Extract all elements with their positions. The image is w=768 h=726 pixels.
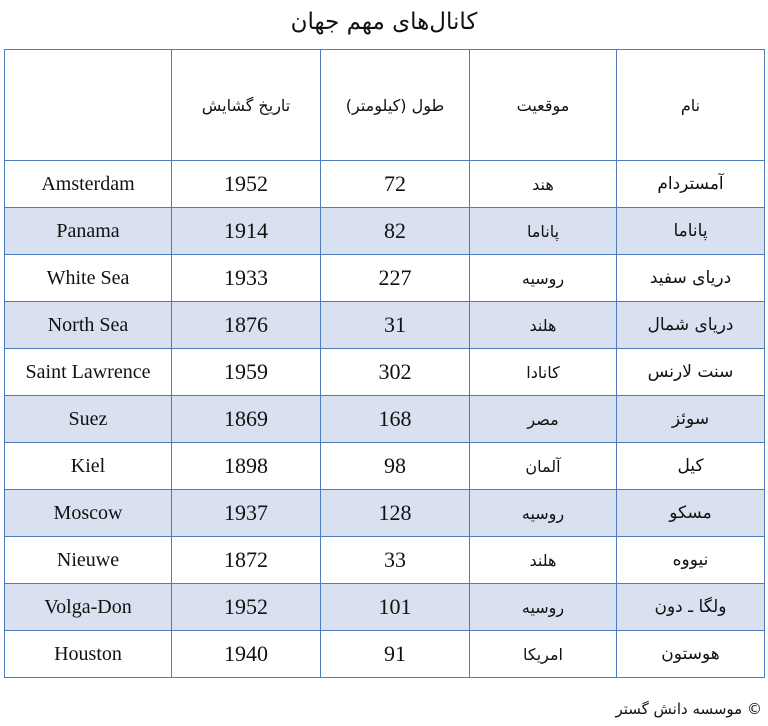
table-row: [5, 396, 765, 443]
cell-length: 168: [321, 396, 470, 443]
header-length: طول (کیلومتر): [321, 50, 470, 161]
cell-length: 98: [321, 443, 470, 490]
cell-name: ولگا ـ دون: [617, 584, 765, 631]
cell-year: 1952: [172, 584, 321, 631]
header-english: [5, 50, 172, 161]
cell-name: هوستون: [617, 631, 765, 678]
table-row: [5, 490, 765, 537]
cell-length: 31: [321, 302, 470, 349]
cell-location: کانادا: [470, 349, 617, 396]
cell-length: 33: [321, 537, 470, 584]
cell-english: Suez: [5, 396, 172, 443]
cell-english: Kiel: [5, 443, 172, 490]
cell-length: 91: [321, 631, 470, 678]
table-row: [5, 537, 765, 584]
table-row: [5, 349, 765, 396]
page-title: کانال‌های مهم جهان: [290, 9, 478, 35]
cell-year: 1914: [172, 208, 321, 255]
cell-length: 227: [321, 255, 470, 302]
header-opening-date: تاریخ گشایش: [172, 50, 321, 161]
header-location: موقعیت: [470, 50, 617, 161]
cell-name: کیل: [617, 443, 765, 490]
cell-year: 1872: [172, 537, 321, 584]
canals-table: [4, 49, 765, 678]
cell-year: 1869: [172, 396, 321, 443]
cell-location: پاناما: [470, 208, 617, 255]
cell-length: 101: [321, 584, 470, 631]
copyright-footer: © موسسه دانش گستر: [615, 700, 762, 718]
cell-english: White Sea: [5, 255, 172, 302]
cell-location: روسیه: [470, 584, 617, 631]
cell-year: 1959: [172, 349, 321, 396]
cell-english: Volga-Don: [5, 584, 172, 631]
cell-location: هند: [470, 161, 617, 208]
cell-year: 1876: [172, 302, 321, 349]
cell-english: Amsterdam: [5, 161, 172, 208]
cell-location: هلند: [470, 537, 617, 584]
table-row: [5, 161, 765, 208]
cell-location: آلمان: [470, 443, 617, 490]
cell-name: نیووه: [617, 537, 765, 584]
table-row: [5, 255, 765, 302]
cell-name: پاناما: [617, 208, 765, 255]
cell-english: Panama: [5, 208, 172, 255]
cell-english: Houston: [5, 631, 172, 678]
cell-length: 82: [321, 208, 470, 255]
cell-name: سنت لارنس: [617, 349, 765, 396]
cell-name: آمستردام: [617, 161, 765, 208]
table-row: [5, 302, 765, 349]
header-row: [5, 50, 765, 161]
table-row: [5, 443, 765, 490]
cell-location: مصر: [470, 396, 617, 443]
cell-length: 72: [321, 161, 470, 208]
cell-length: 302: [321, 349, 470, 396]
cell-year: 1937: [172, 490, 321, 537]
cell-location: روسیه: [470, 255, 617, 302]
cell-year: 1898: [172, 443, 321, 490]
cell-location: امریکا: [470, 631, 617, 678]
cell-english: Saint Lawrence: [5, 349, 172, 396]
table-row: [5, 208, 765, 255]
cell-location: روسیه: [470, 490, 617, 537]
cell-english: North Sea: [5, 302, 172, 349]
cell-length: 128: [321, 490, 470, 537]
cell-location: هلند: [470, 302, 617, 349]
header-name: نام: [617, 50, 765, 161]
cell-english: Nieuwe: [5, 537, 172, 584]
cell-year: 1952: [172, 161, 321, 208]
cell-name: مسکو: [617, 490, 765, 537]
cell-name: دریای شمال: [617, 302, 765, 349]
cell-year: 1940: [172, 631, 321, 678]
cell-year: 1933: [172, 255, 321, 302]
cell-english: Moscow: [5, 490, 172, 537]
cell-name: دریای سفید: [617, 255, 765, 302]
table-row: [5, 584, 765, 631]
cell-name: سوئز: [617, 396, 765, 443]
table-row: [5, 631, 765, 678]
